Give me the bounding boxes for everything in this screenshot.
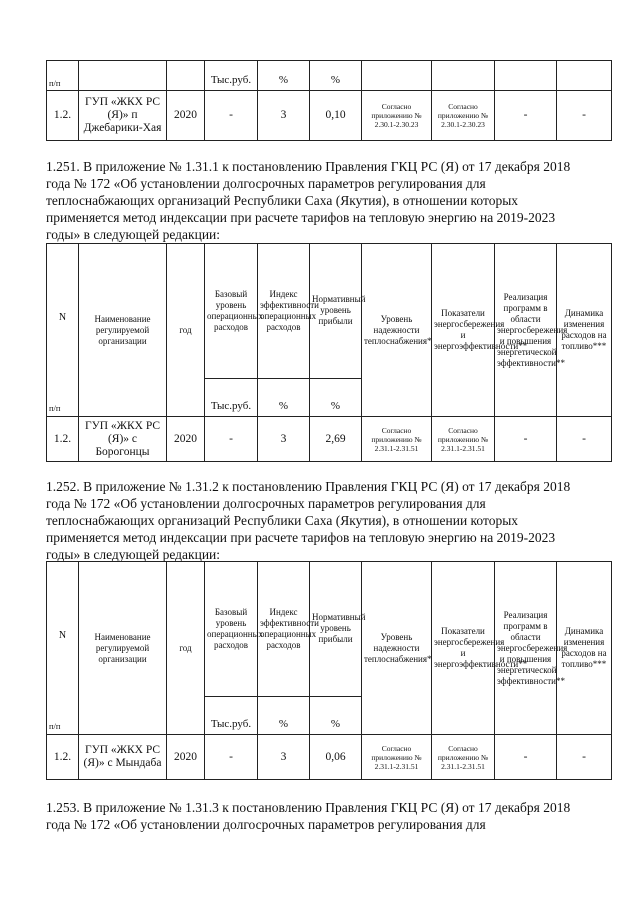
header-org: Наименование регулируемой организации	[79, 244, 167, 417]
header-norm: Нормативный уровень прибыли	[310, 244, 362, 379]
reliability: Согласно приложению № 2.30.1-2.30.23	[362, 91, 432, 141]
header-year: год	[167, 562, 205, 735]
programs: -	[495, 735, 557, 780]
row-number: 1.2.	[47, 417, 79, 462]
paragraph-1-253: 1.253. В приложение № 1.31.3 к постановлению Правления ГКЦ РС (Я) от 17 декабря 2018 года № 172 «Об установлении долгосрочных параметров регулирования для	[46, 800, 571, 832]
programs: -	[495, 417, 557, 462]
header-n-col: N п/п	[47, 562, 79, 735]
params-table-1	[46, 243, 612, 462]
unit-percent: %	[310, 696, 362, 734]
table-row	[47, 417, 612, 462]
header-reliability: Уровень надежности теплоснабжения*	[362, 244, 432, 417]
base-level: -	[205, 417, 258, 462]
header-programs: Реализация программ в области энергосбережения и повышения энергетической эффективности**	[495, 562, 557, 735]
base-level: -	[205, 735, 258, 780]
unit-percent: %	[258, 378, 310, 416]
header-dynamics: Динамика изменения расходов на топливо***	[557, 562, 612, 735]
year: 2020	[167, 417, 205, 462]
header-index: Индекс эффективности операционных расходов	[258, 562, 310, 697]
table-row	[47, 735, 612, 780]
unit-percent: %	[258, 696, 310, 734]
row-number: 1.2.	[47, 91, 79, 141]
year: 2020	[167, 735, 205, 780]
header-base: Базовый уровень операционных расходов	[205, 244, 258, 379]
row-number: 1.2.	[47, 735, 79, 780]
header-reliability: Уровень надежности теплоснабжения*	[362, 562, 432, 735]
paragraph-1-251: 1.251. В приложение № 1.31.1 к постановлению Правления ГКЦ РС (Я) от 17 декабря 2018 года № 172 «Об установлении долгосрочных параметров регулирования для теплоснабжающих организаций Республики Саха (Якутия), в отношении которых применяется метод индексации при расчете тарифов на тепловую энергию на 2019-2023 годы» в следующей редакции:	[46, 159, 571, 242]
profit-norm: 0,06	[310, 735, 362, 780]
reliability: Согласно приложению № 2.31.1-2.31.51	[362, 735, 432, 780]
profit-norm: 0,10	[310, 91, 362, 141]
header-np: п/п	[47, 61, 79, 91]
programs: -	[495, 91, 557, 141]
unit-thousand-rub: Тыс.руб.	[205, 378, 258, 416]
table-row	[47, 91, 612, 141]
efficiency-index: 3	[258, 417, 310, 462]
fuel-dynamics: -	[557, 735, 612, 780]
paragraph-1-252: 1.252. В приложение № 1.31.2 к постановлению Правления ГКЦ РС (Я) от 17 декабря 2018 года № 172 «Об установлении долгосрочных параметров регулирования для теплоснабжающих организаций Республики Саха (Якутия), в отношении которых применяется метод индексации при расчете тарифов на тепловую энергию на 2019-2023 годы» в следующей редакции:	[46, 479, 571, 562]
fuel-dynamics: -	[557, 91, 612, 141]
header-programs: Реализация программ в области энергосбережения и повышения энергетической эффективности**	[495, 244, 557, 417]
unit-percent: %	[310, 61, 362, 91]
year: 2020	[167, 91, 205, 141]
efficiency-index: 3	[258, 91, 310, 141]
energy-indicators: Согласно приложению № 2.31.1-2.31.51	[432, 735, 495, 780]
efficiency-index: 3	[258, 735, 310, 780]
header-base: Базовый уровень операционных расходов	[205, 562, 258, 697]
header-energy: Показатели энергосбережения и энергоэффективности**	[432, 562, 495, 735]
header-year: год	[167, 244, 205, 417]
header-dynamics: Динамика изменения расходов на топливо***	[557, 244, 612, 417]
header-n-col: N п/п	[47, 244, 79, 417]
org-name: ГУП «ЖКХ РС (Я)» с Борогонцы	[79, 417, 167, 462]
fuel-dynamics: -	[557, 417, 612, 462]
reliability: Согласно приложению № 2.31.1-2.31.51	[362, 417, 432, 462]
header-norm: Нормативный уровень прибыли	[310, 562, 362, 697]
energy-indicators: Согласно приложению № 2.30.1-2.30.23	[432, 91, 495, 141]
unit-thousand-rub: Тыс.руб.	[205, 61, 258, 91]
unit-percent: %	[258, 61, 310, 91]
org-name: ГУП «ЖКХ РС (Я)» с Мындаба	[79, 735, 167, 780]
params-table-2	[46, 561, 612, 780]
energy-indicators: Согласно приложению № 2.31.1-2.31.51	[432, 417, 495, 462]
top-table	[46, 60, 612, 141]
header-energy: Показатели энергосбережения и энергоэффективности**	[432, 244, 495, 417]
unit-percent: %	[310, 378, 362, 416]
profit-norm: 2,69	[310, 417, 362, 462]
header-org: Наименование регулируемой организации	[79, 562, 167, 735]
header-index: Индекс эффективности операционных расходов	[258, 244, 310, 379]
org-name: ГУП «ЖКХ РС (Я)» п Джебарики-Хая	[79, 91, 167, 141]
unit-thousand-rub: Тыс.руб.	[205, 696, 258, 734]
base-level: -	[205, 91, 258, 141]
